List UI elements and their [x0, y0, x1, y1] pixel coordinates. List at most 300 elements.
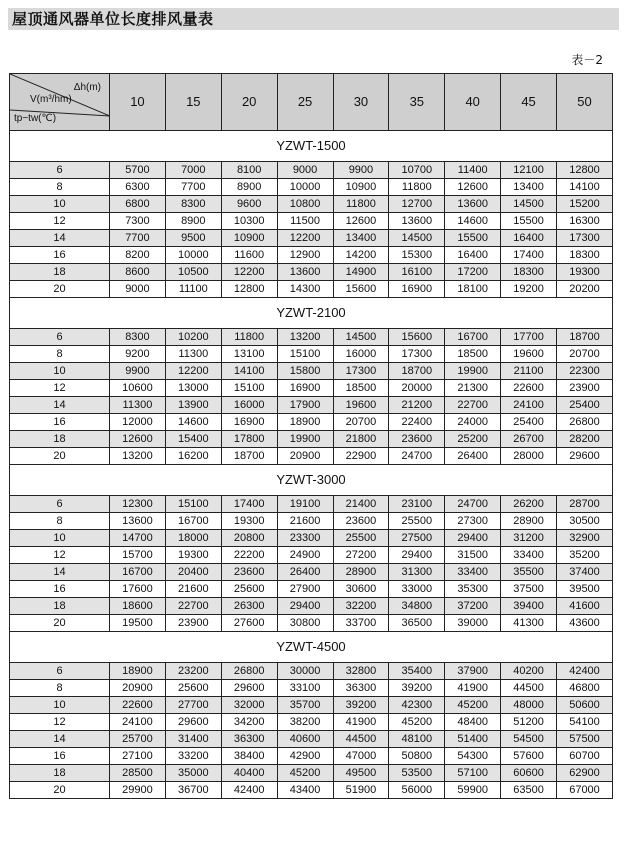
volume-cell: 24900	[277, 547, 333, 564]
volume-cell: 6800	[110, 196, 166, 213]
volume-cell: 40600	[277, 731, 333, 748]
volume-cell: 21600	[165, 581, 221, 598]
volume-cell: 33100	[277, 680, 333, 697]
temp-diff-cell: 16	[10, 247, 110, 264]
volume-cell: 39500	[557, 581, 613, 598]
volume-cell: 16100	[389, 264, 445, 281]
volume-cell: 42900	[277, 748, 333, 765]
volume-cell: 12900	[277, 247, 333, 264]
volume-cell: 15100	[221, 380, 277, 397]
volume-cell: 42400	[221, 782, 277, 799]
column-header: 35	[389, 74, 445, 131]
volume-cell: 16900	[389, 281, 445, 298]
volume-cell: 10800	[277, 196, 333, 213]
volume-cell: 10200	[165, 329, 221, 346]
volume-cell: 53500	[389, 765, 445, 782]
volume-cell: 40400	[221, 765, 277, 782]
volume-cell: 50800	[389, 748, 445, 765]
volume-cell: 13000	[165, 380, 221, 397]
volume-cell: 21400	[333, 496, 389, 513]
volume-cell: 17300	[333, 363, 389, 380]
table-row	[10, 162, 613, 179]
volume-cell: 17600	[110, 581, 166, 598]
temp-diff-cell: 12	[10, 714, 110, 731]
table-row	[10, 281, 613, 298]
temp-diff-cell: 6	[10, 663, 110, 680]
table-row	[10, 448, 613, 465]
volume-cell: 27100	[110, 748, 166, 765]
temp-diff-cell: 18	[10, 264, 110, 281]
volume-cell: 33400	[501, 547, 557, 564]
volume-cell: 29400	[277, 598, 333, 615]
volume-cell: 16300	[557, 213, 613, 230]
volume-cell: 45200	[389, 714, 445, 731]
table-row	[10, 496, 613, 513]
volume-cell: 35000	[165, 765, 221, 782]
volume-cell: 13400	[501, 179, 557, 196]
column-header: 15	[165, 74, 221, 131]
volume-cell: 13400	[333, 230, 389, 247]
volume-cell: 23900	[165, 615, 221, 632]
volume-cell: 20900	[110, 680, 166, 697]
volume-cell: 21300	[445, 380, 501, 397]
table-row	[10, 530, 613, 547]
volume-cell: 54300	[445, 748, 501, 765]
volume-cell: 54500	[501, 731, 557, 748]
temp-diff-cell: 20	[10, 782, 110, 799]
table-row	[10, 247, 613, 264]
volume-cell: 35700	[277, 697, 333, 714]
volume-cell: 9200	[110, 346, 166, 363]
volume-cell: 9000	[110, 281, 166, 298]
temp-diff-cell: 10	[10, 196, 110, 213]
temp-diff-cell: 10	[10, 530, 110, 547]
volume-cell: 31400	[165, 731, 221, 748]
volume-unit-label: V(m³/hm)	[30, 94, 72, 105]
volume-cell: 42400	[557, 663, 613, 680]
volume-cell: 27300	[445, 513, 501, 530]
volume-cell: 13600	[445, 196, 501, 213]
volume-cell: 22400	[389, 414, 445, 431]
volume-cell: 51400	[445, 731, 501, 748]
volume-cell: 22700	[445, 397, 501, 414]
model-name: YZWT-4500	[10, 632, 613, 663]
volume-cell: 16700	[445, 329, 501, 346]
volume-cell: 19900	[445, 363, 501, 380]
volume-cell: 27200	[333, 547, 389, 564]
temp-diff-cell: 18	[10, 765, 110, 782]
volume-cell: 14500	[501, 196, 557, 213]
height-diff-label: Δh(m)	[73, 82, 101, 93]
volume-cell: 12800	[221, 281, 277, 298]
volume-cell: 12600	[333, 213, 389, 230]
volume-cell: 15100	[277, 346, 333, 363]
volume-cell: 11300	[165, 346, 221, 363]
volume-cell: 7000	[165, 162, 221, 179]
volume-cell: 11800	[221, 329, 277, 346]
temp-diff-cell: 16	[10, 581, 110, 598]
volume-cell: 51900	[333, 782, 389, 799]
column-header: 20	[221, 74, 277, 131]
volume-cell: 44500	[333, 731, 389, 748]
volume-cell: 17200	[445, 264, 501, 281]
volume-cell: 41300	[501, 615, 557, 632]
table-row	[10, 547, 613, 564]
volume-cell: 22700	[165, 598, 221, 615]
table-row	[10, 697, 613, 714]
volume-cell: 9600	[221, 196, 277, 213]
volume-cell: 28900	[501, 513, 557, 530]
volume-cell: 57100	[445, 765, 501, 782]
volume-cell: 11800	[389, 179, 445, 196]
page-title: 屋顶通风器单位长度排风量表	[8, 8, 619, 30]
volume-cell: 47000	[333, 748, 389, 765]
volume-cell: 18000	[165, 530, 221, 547]
volume-cell: 28000	[501, 448, 557, 465]
table-row	[10, 196, 613, 213]
volume-cell: 15100	[165, 496, 221, 513]
volume-cell: 24100	[110, 714, 166, 731]
temp-diff-cell: 6	[10, 496, 110, 513]
model-name: YZWT-1500	[10, 131, 613, 162]
volume-cell: 19300	[221, 513, 277, 530]
volume-cell: 7700	[165, 179, 221, 196]
table-row	[10, 397, 613, 414]
volume-cell: 29400	[389, 547, 445, 564]
volume-cell: 23200	[165, 663, 221, 680]
table-row	[10, 731, 613, 748]
temp-diff-cell: 14	[10, 564, 110, 581]
temp-diff-label: tp−tw(℃)	[14, 113, 57, 124]
volume-cell: 24100	[501, 397, 557, 414]
volume-cell: 48000	[501, 697, 557, 714]
volume-cell: 35400	[389, 663, 445, 680]
volume-cell: 36700	[165, 782, 221, 799]
table-row	[10, 748, 613, 765]
volume-cell: 25600	[221, 581, 277, 598]
volume-cell: 10900	[221, 230, 277, 247]
volume-cell: 11300	[110, 397, 166, 414]
volume-cell: 19600	[501, 346, 557, 363]
volume-cell: 37400	[557, 564, 613, 581]
volume-cell: 11800	[333, 196, 389, 213]
volume-cell: 17400	[221, 496, 277, 513]
column-header: 30	[333, 74, 389, 131]
volume-cell: 21100	[501, 363, 557, 380]
volume-cell: 31200	[501, 530, 557, 547]
volume-cell: 49500	[333, 765, 389, 782]
volume-cell: 16400	[445, 247, 501, 264]
volume-cell: 39200	[389, 680, 445, 697]
volume-cell: 19200	[501, 281, 557, 298]
volume-cell: 28500	[110, 765, 166, 782]
table-row	[10, 782, 613, 799]
volume-cell: 32800	[333, 663, 389, 680]
temp-diff-cell: 20	[10, 448, 110, 465]
temp-diff-cell: 8	[10, 680, 110, 697]
volume-cell: 62900	[557, 765, 613, 782]
temp-diff-cell: 20	[10, 615, 110, 632]
volume-cell: 24700	[445, 496, 501, 513]
volume-cell: 16700	[165, 513, 221, 530]
volume-cell: 18700	[557, 329, 613, 346]
table-row	[10, 363, 613, 380]
volume-cell: 21200	[389, 397, 445, 414]
volume-cell: 41900	[333, 714, 389, 731]
table-row	[10, 414, 613, 431]
volume-cell: 7700	[110, 230, 166, 247]
volume-cell: 26300	[221, 598, 277, 615]
volume-cell: 57600	[501, 748, 557, 765]
volume-cell: 10500	[165, 264, 221, 281]
volume-cell: 26800	[557, 414, 613, 431]
volume-cell: 21600	[277, 513, 333, 530]
volume-cell: 20800	[221, 530, 277, 547]
volume-cell: 13600	[277, 264, 333, 281]
volume-cell: 14200	[333, 247, 389, 264]
volume-cell: 22300	[557, 363, 613, 380]
volume-cell: 33200	[165, 748, 221, 765]
temp-diff-cell: 10	[10, 363, 110, 380]
volume-cell: 14100	[221, 363, 277, 380]
volume-cell: 31500	[445, 547, 501, 564]
volume-cell: 29600	[221, 680, 277, 697]
volume-cell: 17900	[277, 397, 333, 414]
table-row	[10, 380, 613, 397]
volume-cell: 22200	[221, 547, 277, 564]
model-name: YZWT-2100	[10, 298, 613, 329]
volume-cell: 18900	[277, 414, 333, 431]
volume-cell: 32200	[333, 598, 389, 615]
model-row	[10, 632, 613, 663]
column-header: 10	[110, 74, 166, 131]
volume-cell: 8300	[165, 196, 221, 213]
volume-cell: 50600	[557, 697, 613, 714]
volume-cell: 10000	[277, 179, 333, 196]
volume-cell: 19600	[333, 397, 389, 414]
volume-cell: 38200	[277, 714, 333, 731]
volume-cell: 13900	[165, 397, 221, 414]
volume-cell: 46800	[557, 680, 613, 697]
temp-diff-cell: 8	[10, 179, 110, 196]
volume-cell: 26200	[501, 496, 557, 513]
volume-cell: 11400	[445, 162, 501, 179]
exhaust-volume-table	[9, 73, 613, 799]
volume-cell: 33700	[333, 615, 389, 632]
volume-cell: 22600	[110, 697, 166, 714]
temp-diff-cell: 20	[10, 281, 110, 298]
volume-cell: 12200	[221, 264, 277, 281]
volume-cell: 15300	[389, 247, 445, 264]
volume-cell: 35200	[557, 547, 613, 564]
volume-cell: 26400	[277, 564, 333, 581]
temp-diff-cell: 12	[10, 213, 110, 230]
volume-cell: 20700	[557, 346, 613, 363]
model-row	[10, 298, 613, 329]
volume-cell: 12600	[445, 179, 501, 196]
column-header: 50	[557, 74, 613, 131]
volume-cell: 14500	[389, 230, 445, 247]
header-row	[10, 74, 613, 131]
volume-cell: 43400	[277, 782, 333, 799]
volume-cell: 8100	[221, 162, 277, 179]
volume-cell: 9900	[333, 162, 389, 179]
volume-cell: 56000	[389, 782, 445, 799]
volume-cell: 26400	[445, 448, 501, 465]
volume-cell: 20200	[557, 281, 613, 298]
volume-cell: 13100	[221, 346, 277, 363]
volume-cell: 20400	[165, 564, 221, 581]
volume-cell: 36500	[389, 615, 445, 632]
volume-cell: 9900	[110, 363, 166, 380]
volume-cell: 12800	[557, 162, 613, 179]
temp-diff-cell: 18	[10, 431, 110, 448]
volume-cell: 10900	[333, 179, 389, 196]
volume-cell: 25400	[557, 397, 613, 414]
volume-cell: 18300	[501, 264, 557, 281]
volume-cell: 12000	[110, 414, 166, 431]
volume-cell: 9500	[165, 230, 221, 247]
volume-cell: 63500	[501, 782, 557, 799]
volume-cell: 14500	[333, 329, 389, 346]
volume-cell: 8600	[110, 264, 166, 281]
volume-cell: 67000	[557, 782, 613, 799]
volume-cell: 16900	[221, 414, 277, 431]
volume-cell: 23600	[333, 513, 389, 530]
volume-cell: 10000	[165, 247, 221, 264]
volume-cell: 18900	[110, 663, 166, 680]
table-row	[10, 564, 613, 581]
volume-cell: 30800	[277, 615, 333, 632]
table-row	[10, 179, 613, 196]
volume-cell: 20900	[277, 448, 333, 465]
volume-cell: 15200	[557, 196, 613, 213]
volume-cell: 27500	[389, 530, 445, 547]
volume-cell: 7300	[110, 213, 166, 230]
volume-cell: 32000	[221, 697, 277, 714]
volume-cell: 35300	[445, 581, 501, 598]
volume-cell: 36300	[221, 731, 277, 748]
volume-cell: 23600	[221, 564, 277, 581]
volume-cell: 19300	[165, 547, 221, 564]
temp-diff-cell: 6	[10, 329, 110, 346]
table-row	[10, 431, 613, 448]
volume-cell: 8200	[110, 247, 166, 264]
volume-cell: 12700	[389, 196, 445, 213]
volume-cell: 13200	[277, 329, 333, 346]
volume-cell: 48400	[445, 714, 501, 731]
temp-diff-cell: 12	[10, 547, 110, 564]
volume-cell: 25500	[389, 513, 445, 530]
volume-cell: 18600	[110, 598, 166, 615]
volume-cell: 14300	[277, 281, 333, 298]
volume-cell: 17800	[221, 431, 277, 448]
volume-cell: 29400	[445, 530, 501, 547]
volume-cell: 11600	[221, 247, 277, 264]
table-row	[10, 598, 613, 615]
volume-cell: 14700	[110, 530, 166, 547]
table-row	[10, 230, 613, 247]
volume-cell: 17400	[501, 247, 557, 264]
volume-cell: 27900	[277, 581, 333, 598]
volume-cell: 22600	[501, 380, 557, 397]
column-header: 25	[277, 74, 333, 131]
temp-diff-cell: 16	[10, 748, 110, 765]
volume-cell: 12200	[165, 363, 221, 380]
volume-cell: 29600	[557, 448, 613, 465]
model-row	[10, 131, 613, 162]
volume-cell: 32900	[557, 530, 613, 547]
volume-cell: 30600	[333, 581, 389, 598]
volume-cell: 25600	[165, 680, 221, 697]
volume-cell: 23600	[389, 431, 445, 448]
volume-cell: 57500	[557, 731, 613, 748]
volume-cell: 30500	[557, 513, 613, 530]
volume-cell: 13600	[389, 213, 445, 230]
volume-cell: 37900	[445, 663, 501, 680]
temp-diff-cell: 8	[10, 346, 110, 363]
volume-cell: 15700	[110, 547, 166, 564]
table-row	[10, 513, 613, 530]
corner-header-cell	[10, 74, 110, 131]
volume-cell: 45200	[445, 697, 501, 714]
volume-cell: 16900	[277, 380, 333, 397]
temp-diff-cell: 14	[10, 397, 110, 414]
volume-cell: 38400	[221, 748, 277, 765]
volume-cell: 8300	[110, 329, 166, 346]
volume-cell: 29900	[110, 782, 166, 799]
volume-cell: 22900	[333, 448, 389, 465]
volume-cell: 39200	[333, 697, 389, 714]
temp-diff-cell: 14	[10, 230, 110, 247]
volume-cell: 27700	[165, 697, 221, 714]
volume-cell: 29600	[165, 714, 221, 731]
table-row	[10, 329, 613, 346]
table-row	[10, 264, 613, 281]
volume-cell: 45200	[277, 765, 333, 782]
volume-cell: 25400	[501, 414, 557, 431]
volume-cell: 14100	[557, 179, 613, 196]
volume-cell: 16200	[165, 448, 221, 465]
volume-cell: 19100	[277, 496, 333, 513]
volume-cell: 30000	[277, 663, 333, 680]
volume-cell: 20000	[389, 380, 445, 397]
volume-cell: 16400	[501, 230, 557, 247]
volume-cell: 39400	[501, 598, 557, 615]
volume-cell: 19300	[557, 264, 613, 281]
table-row	[10, 346, 613, 363]
table-row	[10, 581, 613, 598]
volume-cell: 26700	[501, 431, 557, 448]
volume-cell: 15800	[277, 363, 333, 380]
volume-cell: 35500	[501, 564, 557, 581]
volume-cell: 18500	[445, 346, 501, 363]
volume-cell: 27600	[221, 615, 277, 632]
volume-cell: 33400	[445, 564, 501, 581]
volume-cell: 18700	[221, 448, 277, 465]
volume-cell: 23300	[277, 530, 333, 547]
volume-cell: 15400	[165, 431, 221, 448]
volume-cell: 12600	[110, 431, 166, 448]
volume-cell: 13200	[110, 448, 166, 465]
volume-cell: 19500	[110, 615, 166, 632]
model-row	[10, 465, 613, 496]
volume-cell: 59900	[445, 782, 501, 799]
volume-cell: 60600	[501, 765, 557, 782]
temp-diff-cell: 6	[10, 162, 110, 179]
table-row	[10, 663, 613, 680]
column-header: 40	[445, 74, 501, 131]
